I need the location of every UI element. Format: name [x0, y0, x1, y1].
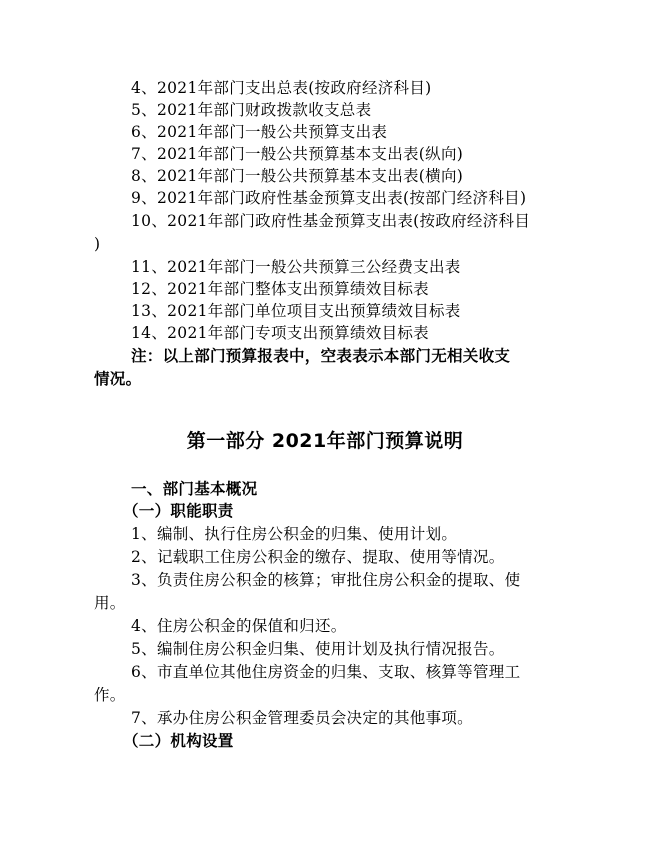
subsection-1-heading: （一）职能职责	[123, 502, 234, 520]
duty-item-6-continuation: 作。	[94, 686, 126, 704]
list-item-9: 9、2021年部门政府性基金预算支出表(按部门经济科目)	[131, 189, 527, 207]
note-line-2: 情况。	[94, 370, 142, 388]
duty-item-2: 2、记载职工住房公积金的缴存、提取、使用等情况。	[131, 548, 505, 566]
duty-item-7: 7、承办住房公积金管理委员会决定的其他事项。	[131, 709, 473, 727]
list-item-6: 6、2021年部门一般公共预算支出表	[131, 123, 388, 141]
duty-item-6: 6、市直单位其他住房资金的归集、支取、核算等管理工	[131, 663, 521, 681]
duty-item-3-continuation: 用。	[94, 594, 126, 612]
list-item-11: 11、2021年部门一般公共预算三公经费支出表	[131, 258, 461, 276]
list-item-13: 13、2021年部门单位项目支出预算绩效目标表	[131, 302, 461, 320]
section-heading: 一、部门基本概况	[131, 480, 258, 498]
list-item-4: 4、2021年部门支出总表(按政府经济科目)	[131, 79, 432, 97]
subsection-2-heading: （二）机构设置	[123, 732, 234, 750]
note-line-1: 注：以上部门预算报表中，空表表示本部门无相关收支	[131, 347, 511, 365]
list-item-8: 8、2021年部门一般公共预算基本支出表(横向)	[131, 167, 464, 185]
duty-item-5: 5、编制住房公积金归集、使用计划及执行情况报告。	[131, 640, 505, 658]
list-item-7: 7、2021年部门一般公共预算基本支出表(纵向)	[131, 145, 464, 163]
duty-item-1: 1、编制、执行住房公积金的归集、使用计划。	[131, 525, 458, 543]
duty-item-3: 3、负责住房公积金的核算；审批住房公积金的提取、使	[131, 571, 521, 589]
list-item-5: 5、2021年部门财政拨款收支总表	[131, 101, 372, 119]
list-item-14: 14、2021年部门专项支出预算绩效目标表	[131, 324, 429, 342]
part-title: 第一部分 2021年部门预算说明	[186, 430, 464, 452]
list-item-12: 12、2021年部门整体支出预算绩效目标表	[131, 280, 429, 298]
list-item-10-continuation: )	[94, 235, 101, 253]
duty-item-4: 4、住房公积金的保值和归还。	[131, 617, 347, 635]
list-item-10: 10、2021年部门政府性基金预算支出表(按政府经济科目	[131, 212, 531, 230]
